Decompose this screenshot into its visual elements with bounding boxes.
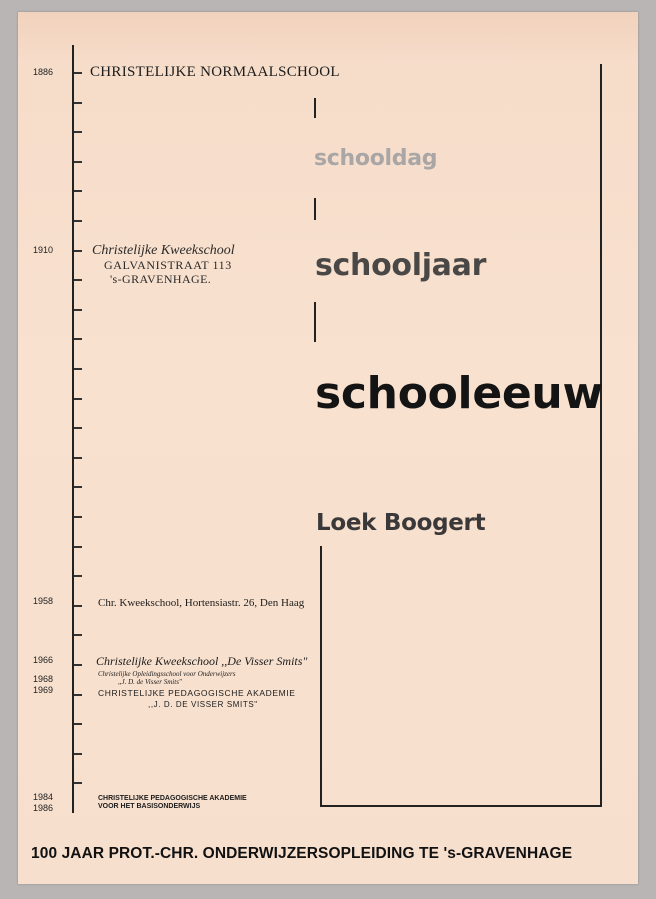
institution-1969-line2: ,,J. D. DE VISSER SMITS" [148, 700, 258, 709]
institution-1984-line1: CHRISTELIJKE PEDAGOGISCHE AKADEMIE [98, 795, 247, 802]
year-1969: 1969 [33, 685, 54, 695]
timeline-tick [74, 546, 82, 548]
timeline-tick [74, 634, 82, 636]
stamp-1910-line3: 's-GRAVENHAGE. [110, 272, 212, 286]
frame-segment [314, 98, 316, 118]
year-1886: 1886 [33, 67, 54, 77]
timeline-tick [74, 516, 82, 518]
year-1986: 1986 [33, 803, 54, 813]
timeline-tick [74, 427, 82, 429]
timeline-tick [74, 190, 82, 192]
institution-1886: CHRISTELIJKE NORMAALSCHOOL [90, 64, 340, 80]
timeline-tick [74, 338, 82, 340]
title-schooleeuw: schooleeuw [315, 368, 603, 419]
timeline-tick [74, 664, 82, 666]
stamp-1910-line2: GALVANISTRAAT 113 [104, 258, 232, 272]
institution-1984-line2: VOOR HET BASISONDERWIJS [98, 803, 201, 810]
timeline-tick [74, 486, 82, 488]
timeline-tick [74, 398, 82, 400]
title-schooldag: schooldag [314, 146, 438, 171]
timeline-tick [74, 457, 82, 459]
timeline-tick [74, 161, 82, 163]
timeline-tick [74, 694, 82, 696]
institution-1966: Christelijke Kweekschool ,,De Visser Smits" [96, 654, 308, 668]
frame-segment [314, 198, 316, 220]
year-1966: 1966 [33, 655, 54, 665]
timeline-tick [74, 753, 82, 755]
timeline-tick [74, 279, 82, 281]
subtitle-footer: 100 JAAR PROT.-CHR. ONDERWIJZERSOPLEIDING TE 's-GRAVENHAGE [31, 845, 573, 862]
frame-bottom-line [320, 805, 602, 807]
stamp-1910 [92, 244, 235, 286]
year-1958: 1958 [33, 596, 54, 606]
frame-left-line [320, 546, 322, 806]
stamp-1910-line1: Christelijke Kweekschool [92, 243, 235, 258]
institution-1968-line2: ,,J. D. de Visser Smits" [118, 678, 182, 686]
timeline-tick [74, 220, 82, 222]
year-1968: 1968 [33, 674, 54, 684]
frame-segment [314, 302, 316, 342]
institution-1958: Chr. Kweekschool, Hortensiastr. 26, Den Haag [98, 597, 305, 609]
institution-1968-line1: Christelijke Opleidingsschool voor Onderwijzers [98, 670, 236, 678]
timeline-tick [74, 575, 82, 577]
timeline-tick [74, 131, 82, 133]
year-1984: 1984 [33, 792, 54, 802]
timeline-tick [74, 102, 82, 104]
frame-right-line [600, 64, 602, 806]
author-name: Loek Boogert [316, 510, 486, 536]
timeline-tick [74, 250, 82, 252]
title-schooljaar: schooljaar [315, 248, 487, 283]
cover-top-discoloration [18, 12, 638, 64]
institution-1969-line1: CHRISTELIJKE PEDAGOGISCHE AKADEMIE [98, 688, 296, 698]
book-cover [18, 12, 638, 884]
timeline-tick [74, 368, 82, 370]
timeline-tick [74, 723, 82, 725]
year-1910: 1910 [33, 245, 54, 255]
timeline-tick [74, 72, 82, 74]
timeline-tick [74, 605, 82, 607]
timeline-tick [74, 782, 82, 784]
timeline-tick [74, 309, 82, 311]
